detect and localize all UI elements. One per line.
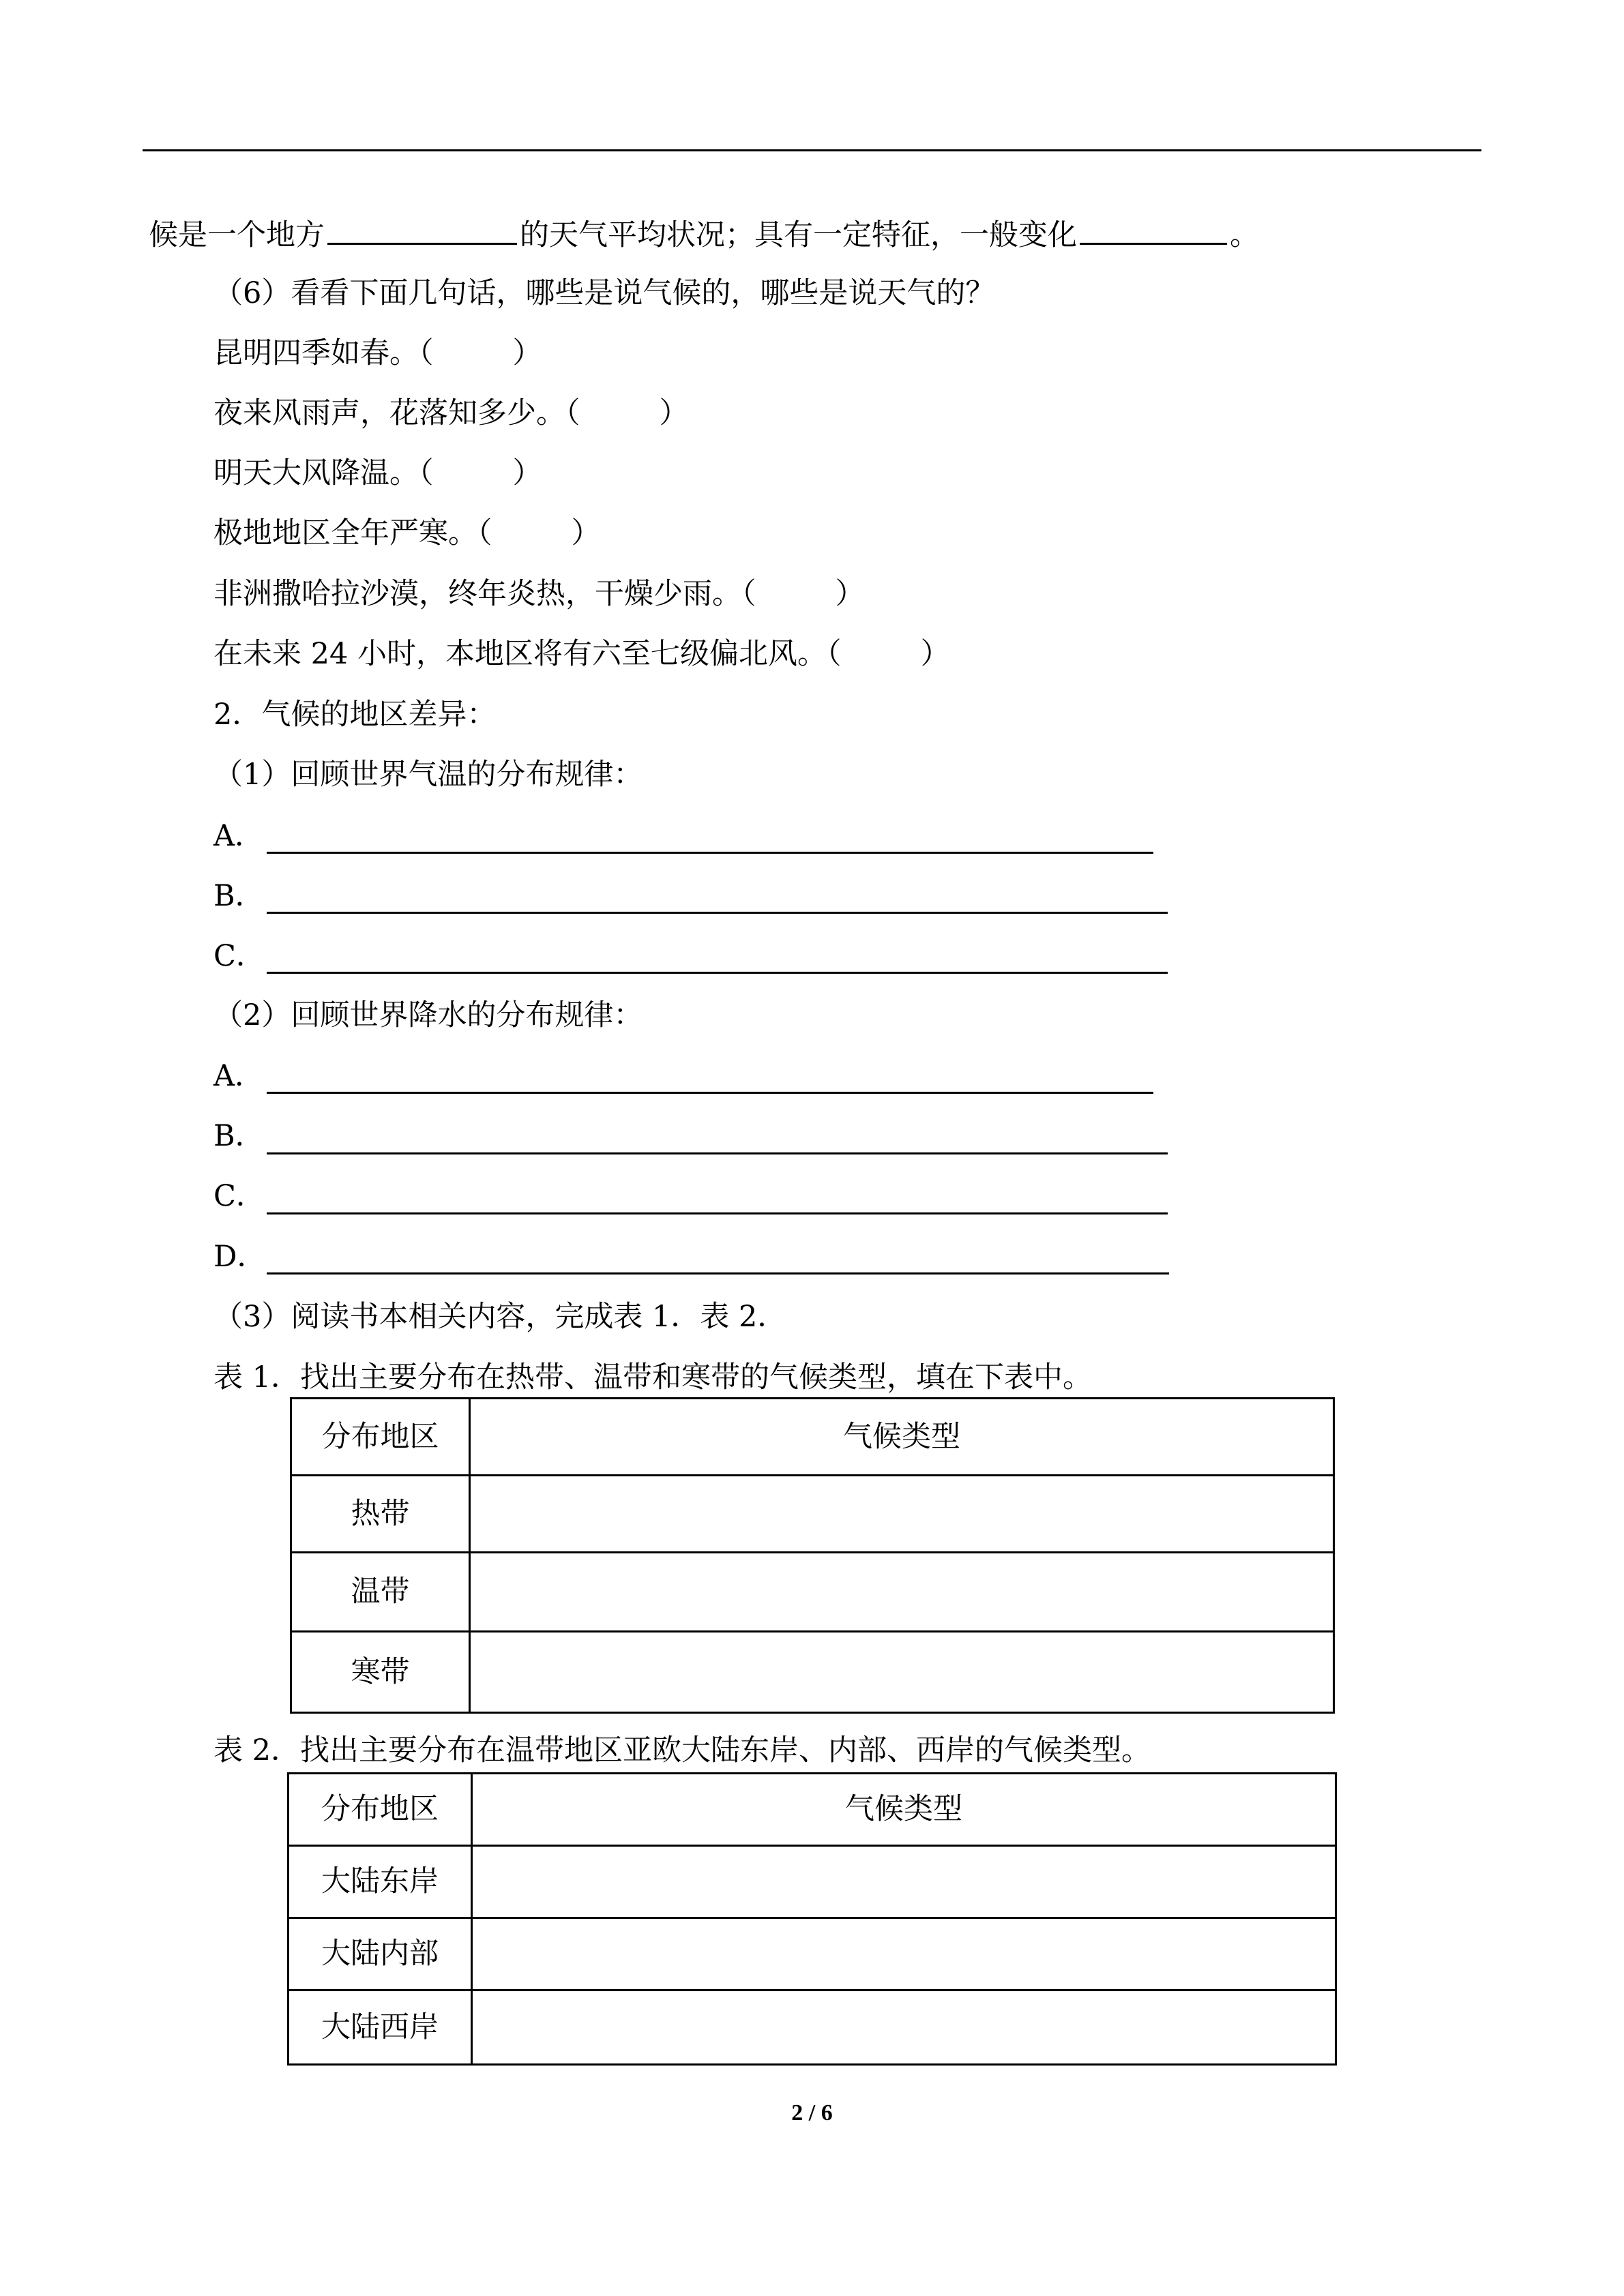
paren-close: ） <box>512 336 542 370</box>
q1-label-c: C． <box>213 939 265 973</box>
q6-item-text: 非洲撒哈拉沙漠，终年炎热，干燥少雨。（ <box>213 577 756 611</box>
fill-text-1: 候是一个地方 <box>149 218 325 252</box>
paren-close: ） <box>512 456 542 490</box>
q2-label-c: C． <box>213 1179 265 1213</box>
table1-caption: 表 1．找出主要分布在热带、温带和寒带的气候类型，填在下表中。 <box>213 1360 1093 1395</box>
q2-label-d: D． <box>213 1240 267 1274</box>
header-rule <box>143 149 1481 151</box>
table-row <box>289 1846 1336 1918</box>
answer-cell[interactable] <box>472 1918 1336 1991</box>
row-label: 大陆东岸 <box>289 1846 472 1918</box>
answer-cell[interactable] <box>470 1476 1334 1553</box>
answer-cell[interactable] <box>470 1553 1334 1632</box>
section-2-heading: 2．气候的地区差异： <box>213 698 497 732</box>
answer-blank-1[interactable] <box>327 217 517 245</box>
q1-answer-line-b[interactable] <box>267 912 1168 914</box>
table-row <box>289 1918 1336 1991</box>
paren-close: ） <box>920 637 950 671</box>
paren-close: ） <box>659 396 689 430</box>
q6-item-3 <box>213 456 542 490</box>
table-row <box>291 1553 1334 1632</box>
q6-item-4 <box>213 516 601 550</box>
table-row <box>291 1632 1334 1713</box>
header-climate-type: 气候类型 <box>470 1399 1334 1476</box>
row-label: 寒带 <box>291 1632 470 1713</box>
q6-item-6 <box>213 637 950 671</box>
q6-item-text: 明天大风降温。（ <box>213 456 434 490</box>
fill-text-3: 。 <box>1230 218 1259 252</box>
table-header-row <box>289 1774 1336 1846</box>
page-number: 2 / 6 <box>791 2100 833 2126</box>
header-region: 分布地区 <box>291 1399 470 1476</box>
table-row <box>291 1476 1334 1553</box>
q2-label-b: B． <box>213 1119 265 1153</box>
q6-prompt: （6）看看下面几句话，哪些是说气候的，哪些是说天气的？ <box>213 276 995 310</box>
q6-item-text: 昆明四季如春。（ <box>213 336 434 370</box>
q1-answer-line-a[interactable] <box>267 852 1153 854</box>
q1-answer-line-c[interactable] <box>267 972 1168 974</box>
q2-answer-line-a[interactable] <box>267 1092 1153 1094</box>
fill-text-2: 的天气平均状况；具有一定特征，一般变化 <box>520 218 1077 252</box>
row-label: 热带 <box>291 1476 470 1553</box>
q3-prompt: （3）阅读书本相关内容，完成表 1．表 2． <box>213 1300 787 1334</box>
answer-cell[interactable] <box>470 1632 1334 1713</box>
q6-item-2 <box>213 396 689 430</box>
paren-close: ） <box>571 516 601 550</box>
q2-prompt: （2）回顾世界降水的分布规律： <box>213 998 643 1032</box>
row-label: 温带 <box>291 1553 470 1632</box>
row-label: 大陆内部 <box>289 1918 472 1991</box>
q1-label-b: B． <box>213 879 265 913</box>
q1-label-a: A． <box>213 819 265 853</box>
answer-cell[interactable] <box>472 1991 1336 2065</box>
table-1 <box>290 1397 1335 1714</box>
answer-blank-2[interactable] <box>1080 217 1227 245</box>
q2-answer-line-d[interactable] <box>267 1272 1169 1274</box>
row-label: 大陆西岸 <box>289 1991 472 2065</box>
header-region: 分布地区 <box>289 1774 472 1846</box>
table-2 <box>287 1772 1337 2066</box>
q1-prompt: （1）回顾世界气温的分布规律： <box>213 758 643 792</box>
q6-item-5 <box>213 577 865 611</box>
q6-item-text: 夜来风雨声，花落知多少。（ <box>213 396 580 430</box>
q6-item-text: 极地地区全年严寒。（ <box>213 516 492 550</box>
q2-label-a: A． <box>213 1059 265 1093</box>
answer-cell[interactable] <box>472 1846 1336 1918</box>
header-climate-type: 气候类型 <box>472 1774 1336 1846</box>
q6-item-1 <box>213 336 542 370</box>
table-header-row <box>291 1399 1334 1476</box>
fill-in-line <box>149 217 1259 250</box>
table-row <box>289 1991 1336 2065</box>
table2-caption: 表 2．找出主要分布在温带地区亚欧大陆东岸、内部、西岸的气候类型。 <box>213 1733 1151 1768</box>
q2-answer-line-c[interactable] <box>267 1212 1168 1214</box>
q2-answer-line-b[interactable] <box>267 1152 1168 1154</box>
paren-close: ） <box>835 577 865 611</box>
q6-item-text: 在未来 24 小时，本地区将有六至七级偏北风。（ <box>213 637 842 671</box>
